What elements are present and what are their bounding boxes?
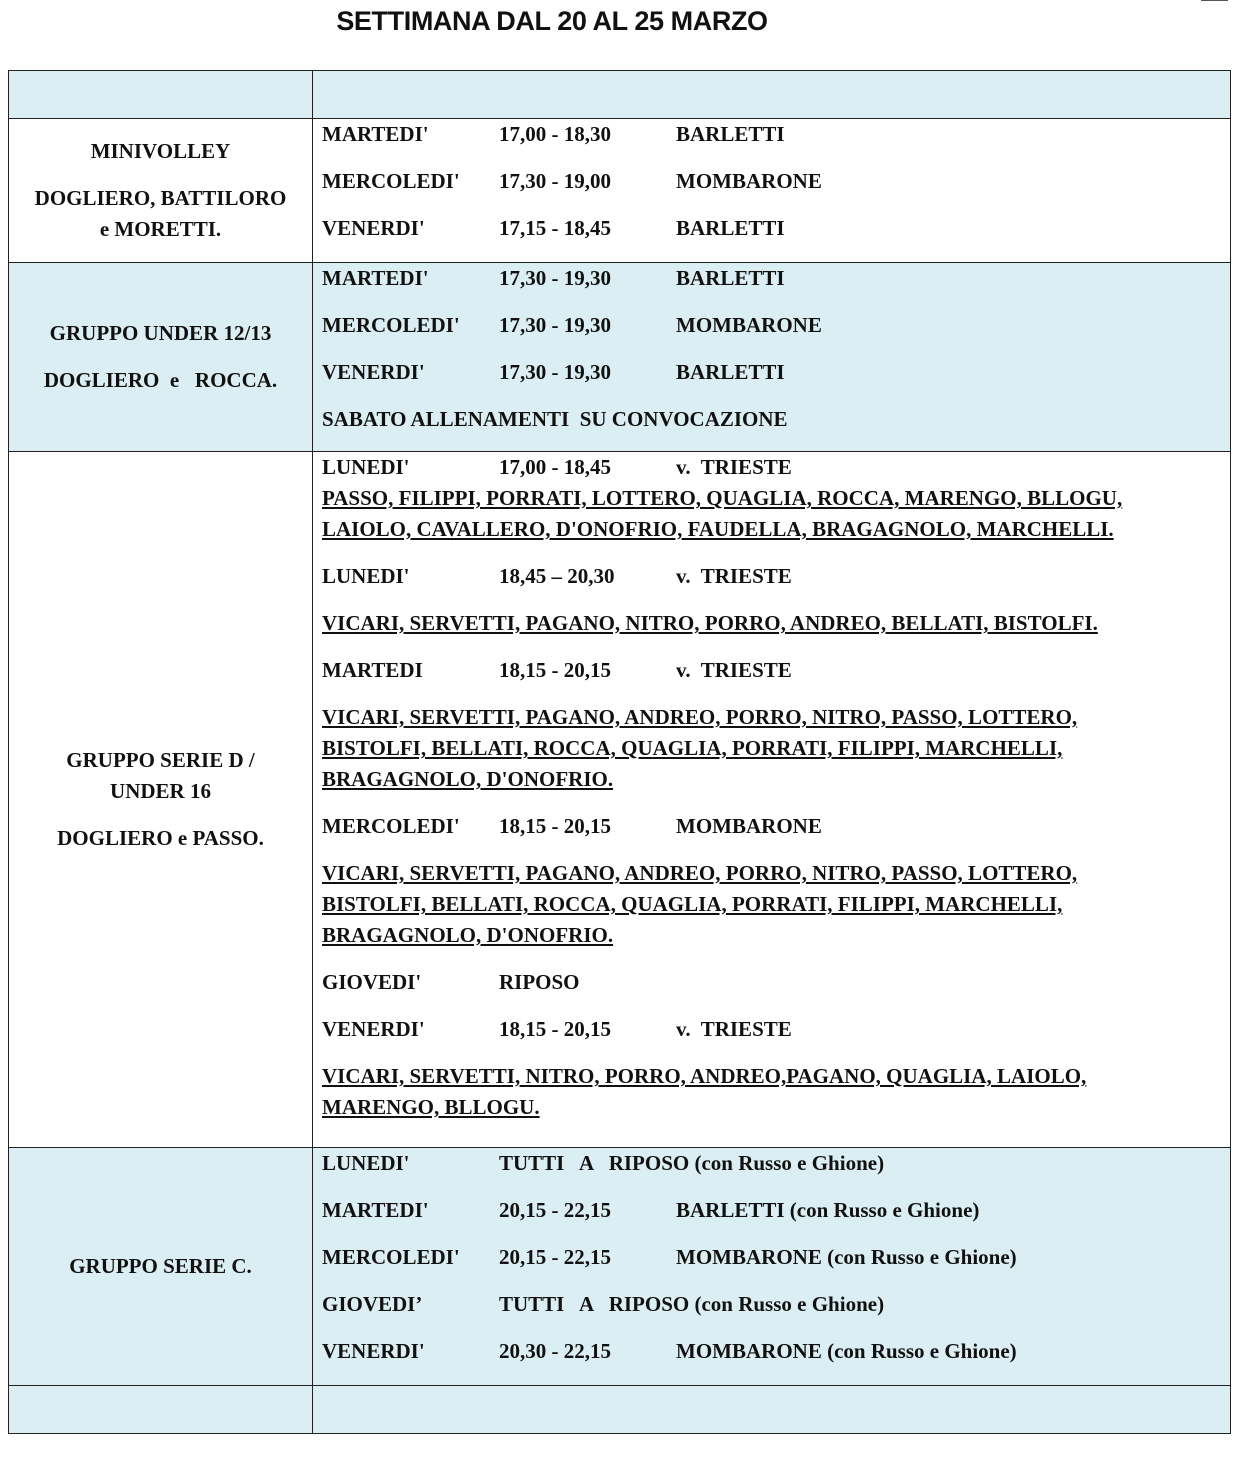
session-entry: [322, 452, 1230, 483]
player-names: VICARI, SERVETTI, PAGANO, ANDREO, PORRO, NITRO, PASSO, LOTTERO,: [322, 705, 1078, 729]
session-time: 17,30 - 19,30: [499, 266, 611, 290]
player-names: MARENGO, BLLOGU.: [322, 1095, 540, 1119]
player-names: BISTOLFI, BELLATI, ROCCA, QUAGLIA, PORRATI, FILIPPI, MARCHELLI,: [322, 892, 1063, 916]
coach-line: DOGLIERO e ROCCA.: [43, 368, 278, 392]
session-time: RIPOSO: [499, 970, 580, 994]
group-cell: [9, 1148, 313, 1386]
coach-line: DOGLIERO, BATTILORO: [34, 186, 287, 210]
session-day: LUNEDI': [322, 455, 410, 479]
header-row: [9, 71, 1231, 119]
session-entry: [322, 1195, 1230, 1226]
session-time: TUTTI A RIPOSO (con Russo e Ghione): [499, 1292, 885, 1316]
player-names: VICARI, SERVETTI, PAGANO, NITRO, PORRO, ANDREO, BELLATI, BISTOLFI.: [322, 611, 1098, 635]
session-place: v. TRIESTE: [676, 564, 792, 588]
player-names: BRAGAGNOLO, D'ONOFRIO.: [322, 767, 614, 791]
session-time: 18,15 - 20,15: [499, 658, 611, 682]
footer-row: [9, 1386, 1231, 1434]
session-place: MOMBARONE (con Russo e Ghione): [676, 1245, 1017, 1269]
session-entry: [322, 310, 1230, 341]
session-time: 18,15 - 20,15: [499, 1017, 611, 1041]
session-entry: [322, 213, 1230, 244]
header-cell-group: [9, 71, 313, 119]
session-day: MARTEDI': [322, 122, 429, 146]
session-place: MOMBARONE (con Russo e Ghione): [676, 1339, 1017, 1363]
session-time: 20,15 - 22,15: [499, 1198, 611, 1222]
session-entry: [322, 811, 1230, 842]
schedule-cell: [313, 263, 1231, 452]
group-name: MINIVOLLEY: [90, 139, 231, 163]
group-cell: [9, 452, 313, 1148]
session-entry: [322, 166, 1230, 197]
session-time: 17,15 - 18,45: [499, 216, 611, 240]
session-place: MOMBARONE: [676, 169, 822, 193]
session-day: GIOVEDI’: [322, 1292, 423, 1316]
session-time: 17,00 - 18,45: [499, 455, 611, 479]
group-name: GRUPPO SERIE D /: [66, 748, 255, 772]
group-name: UNDER 16: [110, 779, 211, 803]
group-name: GRUPPO UNDER 12/13: [49, 321, 272, 345]
group-row-minivolley: [9, 119, 1231, 263]
session-place: MOMBARONE: [676, 313, 822, 337]
session-entry: [322, 1336, 1230, 1367]
page-title: SETTIMANA DAL 20 AL 25 MARZO: [336, 6, 768, 36]
coach-line: e MORETTI.: [99, 217, 222, 241]
session-time: TUTTI A RIPOSO (con Russo e Ghione): [499, 1151, 885, 1175]
session-day: MERCOLEDI': [322, 169, 460, 193]
session-entry: [322, 357, 1230, 388]
session-day: MARTEDI: [322, 658, 423, 682]
player-names: VICARI, SERVETTI, NITRO, PORRO, ANDREO,PAGANO, QUAGLIA, LAIOLO,: [322, 1064, 1087, 1088]
session-entry: [322, 655, 1230, 686]
session-place: MOMBARONE: [676, 814, 822, 838]
group-cell: [9, 119, 313, 263]
session-entry: [322, 263, 1230, 294]
coach-line: DOGLIERO e PASSO.: [57, 826, 264, 850]
session-time: 17,30 - 19,00: [499, 169, 611, 193]
session-day: VENERDI': [322, 1339, 425, 1363]
footer-cell-group: [9, 1386, 313, 1434]
session-entry: [322, 561, 1230, 592]
corner-mark: [1201, 0, 1228, 1]
session-place: v. TRIESTE: [676, 455, 792, 479]
session-entry: [322, 119, 1230, 150]
session-place: BARLETTI: [676, 266, 785, 290]
group-row-under-12-13: [9, 263, 1231, 452]
session-day: GIOVEDI': [322, 970, 422, 994]
player-names: LAIOLO, CAVALLERO, D'ONOFRIO, FAUDELLA, BRAGAGNOLO, MARCHELLI.: [322, 517, 1114, 541]
session-entry: [322, 967, 1230, 998]
session-place: BARLETTI: [676, 216, 785, 240]
session-time: 18,15 - 20,15: [499, 814, 611, 838]
session-place: BARLETTI (con Russo e Ghione): [676, 1198, 980, 1222]
session-time: 20,15 - 22,15: [499, 1245, 611, 1269]
session-time: 18,45 – 20,30: [499, 564, 615, 588]
footer-cell-schedule: [313, 1386, 1231, 1434]
session-entry: [322, 1148, 1230, 1179]
schedule-cell: [313, 119, 1231, 263]
session-entry: [322, 1289, 1230, 1320]
session-time: 17,30 - 19,30: [499, 313, 611, 337]
schedule-cell: [313, 1148, 1231, 1386]
session-place: v. TRIESTE: [676, 1017, 792, 1041]
session-place: BARLETTI: [676, 360, 785, 384]
player-names: BISTOLFI, BELLATI, ROCCA, QUAGLIA, PORRATI, FILIPPI, MARCHELLI,: [322, 736, 1063, 760]
session-time: 17,30 - 19,30: [499, 360, 611, 384]
player-names: BRAGAGNOLO, D'ONOFRIO.: [322, 923, 614, 947]
session-note: SABATO ALLENAMENTI SU CONVOCAZIONE: [322, 407, 788, 431]
session-day: MERCOLEDI': [322, 313, 460, 337]
session-day: LUNEDI': [322, 1151, 410, 1175]
group-cell: [9, 263, 313, 452]
session-time: 20,30 - 22,15: [499, 1339, 611, 1363]
session-entry: [322, 1242, 1230, 1273]
schedule-cell: [313, 452, 1231, 1148]
session-entry: [322, 1014, 1230, 1045]
session-day: VENERDI': [322, 360, 425, 384]
session-day: MARTEDI': [322, 1198, 429, 1222]
session-day: VENERDI': [322, 1017, 425, 1041]
session-day: MERCOLEDI': [322, 1245, 460, 1269]
group-row-serie-d: [9, 452, 1231, 1148]
session-time: 17,00 - 18,30: [499, 122, 611, 146]
group-name: GRUPPO SERIE C.: [69, 1254, 252, 1278]
session-place: v. TRIESTE: [676, 658, 792, 682]
group-row-serie-c: [9, 1148, 1231, 1386]
header-cell-schedule: [313, 71, 1231, 119]
player-names: VICARI, SERVETTI, PAGANO, ANDREO, PORRO, NITRO, PASSO, LOTTERO,: [322, 861, 1078, 885]
player-names: PASSO, FILIPPI, PORRATI, LOTTERO, QUAGLIA, ROCCA, MARENGO, BLLOGU,: [322, 486, 1123, 510]
session-day: VENERDI': [322, 216, 425, 240]
session-day: MARTEDI': [322, 266, 429, 290]
schedule-table: [8, 70, 1231, 1434]
session-day: LUNEDI': [322, 564, 410, 588]
session-place: BARLETTI: [676, 122, 785, 146]
session-day: MERCOLEDI': [322, 814, 460, 838]
